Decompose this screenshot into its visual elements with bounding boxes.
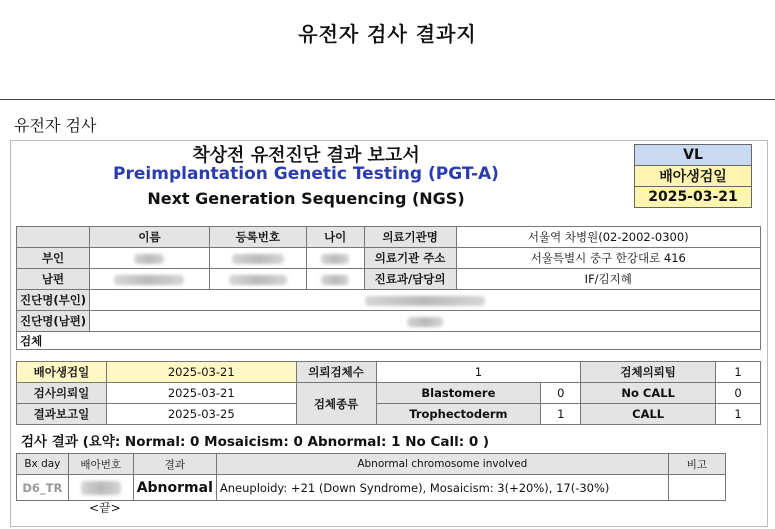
husband-age-redacted — [306, 269, 364, 290]
results-table — [16, 453, 726, 501]
table-row — [17, 475, 726, 501]
diag-wife-label: 진단명(부인) — [17, 290, 90, 311]
specimen-type-label: 검체종류 — [296, 383, 376, 425]
row-chromosome: Aneuploidy: +21 (Down Syndrome), Mosaicism: 3(+20%), 17(-30%) — [216, 475, 668, 501]
call-label: CALL — [581, 404, 716, 425]
wife-label: 부인 — [17, 248, 90, 269]
specimen-table — [16, 361, 761, 425]
header-age: 나이 — [306, 227, 364, 248]
header-note: 비고 — [668, 454, 725, 475]
request-date-label: 검사의뢰일 — [17, 383, 107, 404]
row-note — [668, 475, 725, 501]
header-result: 결과 — [133, 454, 216, 475]
divider — [0, 99, 775, 100]
institution-address: 서울특별시 중구 한강대로 416 — [456, 248, 760, 269]
badge-label: 배아생검일 — [635, 166, 752, 187]
page-title: 유전자 검사 결과지 — [298, 22, 477, 46]
report-title-en: Preimplantation Genetic Testing (PGT-A) — [113, 164, 499, 184]
team-label: 검체의뢰팀 — [581, 362, 716, 383]
report-date-label: 결과보고일 — [17, 404, 107, 425]
biopsy-badge — [634, 144, 752, 208]
husband-reg-redacted — [209, 269, 306, 290]
no-call-value: 0 — [716, 383, 761, 404]
wife-name-redacted — [90, 248, 210, 269]
team-value: 1 — [716, 362, 761, 383]
report-subtitle: Next Generation Sequencing (NGS) — [147, 189, 465, 208]
no-call-label: No CALL — [581, 383, 716, 404]
report-document — [10, 140, 768, 527]
header-name: 이름 — [90, 227, 210, 248]
wife-age-redacted — [306, 248, 364, 269]
row-embryo-no-redacted — [68, 475, 133, 501]
trophectoderm-value: 1 — [541, 404, 581, 425]
badge-date: 2025-03-21 — [635, 187, 752, 208]
biopsy-date-value: 2025-03-21 — [106, 362, 296, 383]
header-bx-day: Bx day — [17, 454, 69, 475]
patient-table — [16, 226, 761, 350]
specimen-section-label: 검체 — [17, 332, 761, 350]
result-summary: 검사 결과 (요약: Normal: 0 Mosaicism: 0 Abnormal: 1 No Call: 0 ) — [21, 434, 490, 450]
diag-husband-label: 진단명(남편) — [17, 311, 90, 332]
dept-doctor: IF/김지혜 — [456, 269, 760, 290]
section-label: 유전자 검사 — [14, 116, 97, 135]
address-label: 의료기관 주소 — [364, 248, 456, 269]
dept-label: 진료과/담당의 — [364, 269, 456, 290]
request-count-value: 1 — [376, 362, 581, 383]
request-date-value: 2025-03-21 — [106, 383, 296, 404]
header-reg-no: 등록번호 — [209, 227, 306, 248]
header-institution: 의료기관명 — [364, 227, 456, 248]
trophectoderm-label: Trophectoderm — [376, 404, 541, 425]
request-count-label: 의뢰검체수 — [296, 362, 376, 383]
patient-header-blank — [17, 227, 90, 248]
diag-wife-redacted — [90, 290, 761, 311]
header-embryo-no: 배아번호 — [68, 454, 133, 475]
blastomere-value: 0 — [541, 383, 581, 404]
biopsy-date-label: 배아생검일 — [17, 362, 107, 383]
husband-label: 남편 — [17, 269, 90, 290]
call-value: 1 — [716, 404, 761, 425]
header-chromosome: Abnormal chromosome involved — [216, 454, 668, 475]
report-date-value: 2025-03-25 — [106, 404, 296, 425]
row-bx-day: D6_TR — [17, 475, 69, 501]
blastomere-label: Blastomere — [376, 383, 541, 404]
end-mark: <끝> — [89, 501, 121, 515]
report-title: 착상전 유전진단 결과 보고서 — [192, 145, 420, 166]
institution-name: 서울역 차병원(02-2002-0300) — [456, 227, 760, 248]
diag-husband-redacted — [90, 311, 761, 332]
row-result: Abnormal — [133, 475, 216, 501]
badge-code: VL — [635, 145, 752, 166]
wife-reg-redacted — [209, 248, 306, 269]
husband-name-redacted — [90, 269, 210, 290]
